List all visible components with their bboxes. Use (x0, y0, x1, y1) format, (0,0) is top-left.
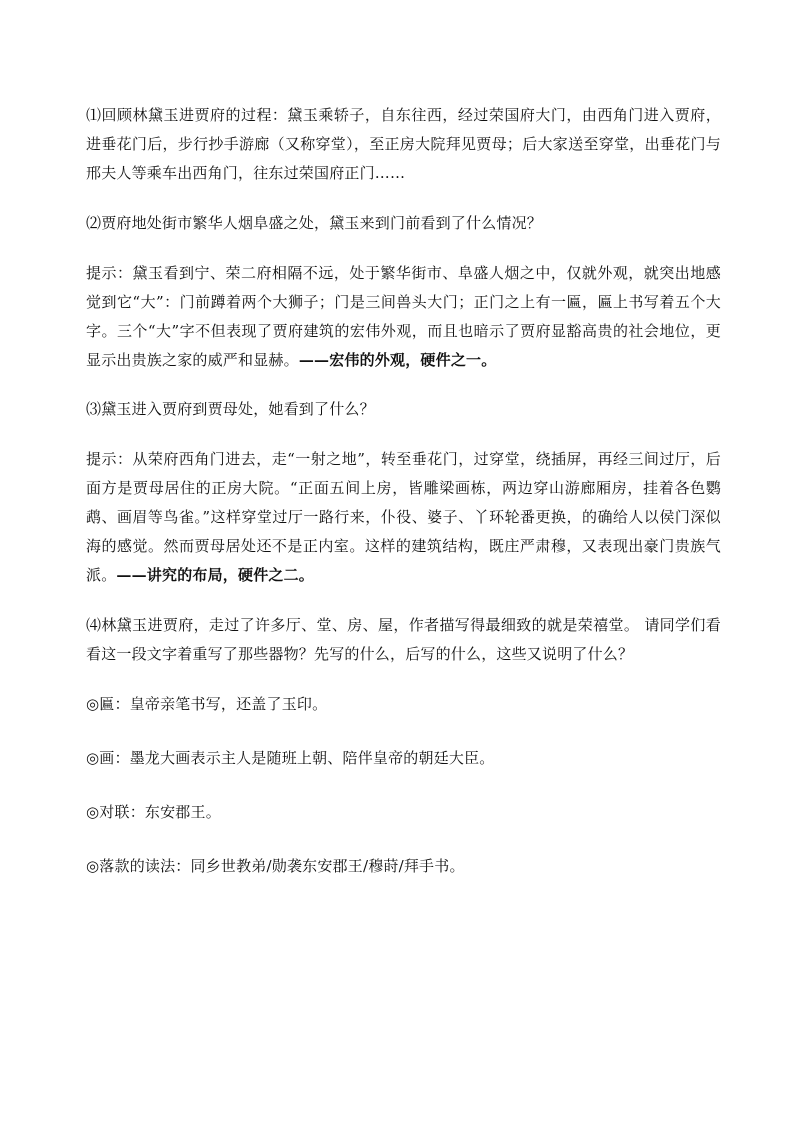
answer-2-text: 提示：黛玉看到宁、荣二府相隔不远，处于繁华街市、阜盛人烟之中，仅就外观，就突出地感觉到它“大”：门前蹲着两个大狮子；门是三间兽头大门；正门之上有一匾，匾上书写着五个大字。三个“大”字不但表现了贾府建筑的宏伟外观，而且也暗示了贾府显豁高贵的社会地位，更显示出贵族之家的威严和显赫。 (86, 264, 721, 369)
answer-3-conclusion: ——讲究的布局，硬件之二。 (116, 566, 315, 584)
bullet-plaque: ◎匾：皇帝亲笔书写，还盖了玉印。 (86, 695, 328, 713)
paragraph-question-1: ⑴回顾林黛玉进贾府的过程：黛玉乘轿子，自东往西，经过荣国府大门，由西角门进入贾府，进垂花门后，步行抄手游廊（又称穿堂），至正房大院拜见贾母；后大家送至穿堂，出垂花门与邢夫人等乘车出西角门，往东过荣国府正门…… (86, 106, 721, 182)
paragraph-answer-3 (86, 445, 721, 590)
paragraph-question-3: ⑶黛玉进入贾府到贾母处，她看到了什么？ (86, 400, 375, 418)
answer-2-conclusion: ——宏伟的外观，硬件之一。 (298, 351, 497, 369)
bullet-couplet: ◎对联：东安郡王。 (86, 803, 221, 821)
bullet-inscription: ◎落款的读法：同乡世教弟/勋袭东安郡王/穆莳/拜手书。 (86, 857, 465, 875)
bullet-painting: ◎画：墨龙大画表示主人是随班上朝、陪伴皇帝的朝廷大臣。 (86, 749, 495, 767)
paragraph-question-4: ⑷林黛玉进贾府，走过了许多厅、堂、房、屋，作者描写得最细致的就是荣禧堂。 请同学们看看这一段文字着重写了那些器物？先写的什么，后写的什么，这些又说明了什么？ (86, 616, 721, 663)
document-body (86, 101, 721, 906)
paragraph-question-2: ⑵贾府地处街市繁华人烟阜盛之处，黛玉来到门前看到了什么情况？ (86, 214, 543, 232)
paragraph-answer-2 (86, 259, 721, 375)
answer-3-text: 提示：从荣府西角门进去，走“一射之地”，转至垂花门，过穿堂，绕插屏，再经三间过厅，后面方是贾母居住的正房大院。“正面五间上房，皆雕梁画栋，两边穿山游廊厢房，挂着各色鹦鹉、画眉等鸟雀。”这样穿堂过厅一路行来，仆役、婆子、丫环轮番更换，的确给人以侯门深似海的感觉。然而贾母居处还不是正内室。这样的建筑结构，既庄严肃穆，又表现出豪门贵族气派。 (86, 450, 721, 584)
